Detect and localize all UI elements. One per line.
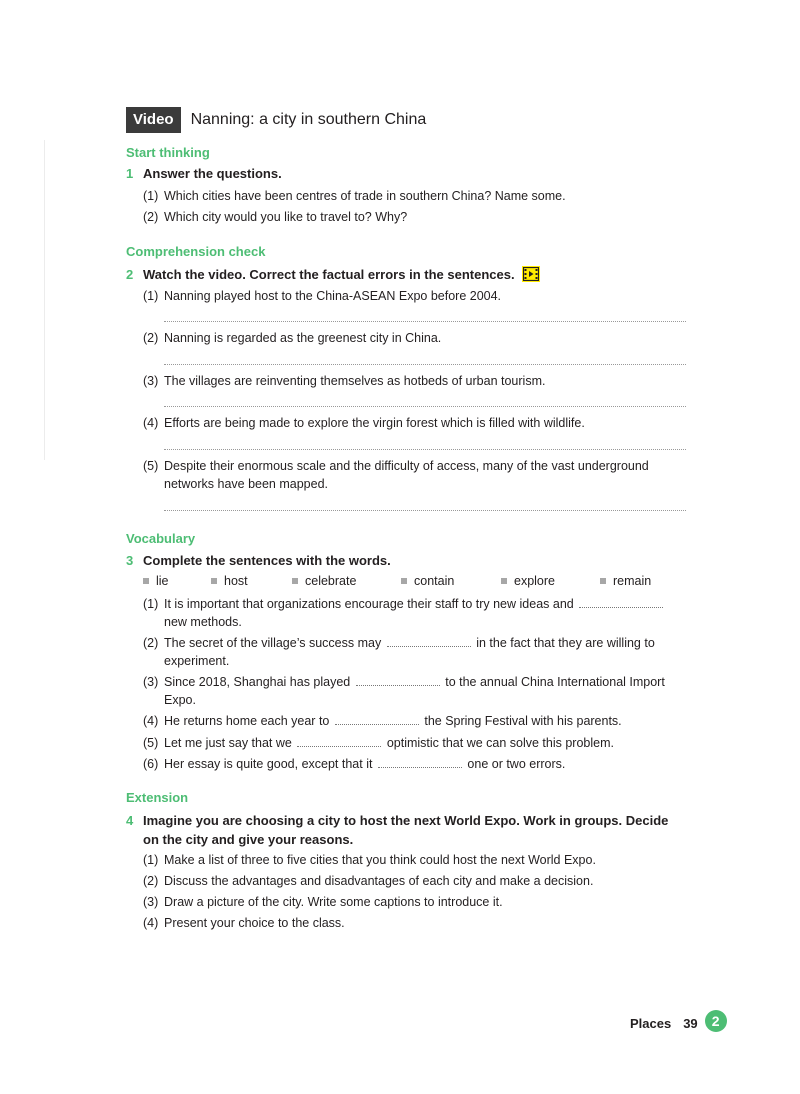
item-text: Despite their enormous scale and the difficulty of access, many of the vast underground networks have been mapped. [164,459,649,491]
fill-blank-item: (3) Since 2018, Shanghai has played to the annual China International Import Expo. [143,675,665,707]
list-item [143,287,683,305]
section-heading-vocabulary: Vocabulary [126,531,196,546]
blank-field[interactable] [297,734,381,747]
bullet-square-icon [600,578,606,584]
question-2 [126,266,540,282]
item-number: (1) [143,289,159,303]
footer-section-title: Places [630,1015,672,1031]
word-bank-item: explore [501,574,555,588]
question-3 [126,553,391,568]
page-header [126,107,426,133]
fill-blank-item: (4) He returns home each year to the Spring Festival with his parents. [143,714,622,728]
blank-field[interactable] [387,634,471,647]
list-item [143,329,683,347]
page-footer [630,1014,727,1032]
question-prompt: Imagine you are choosing a city to host the next World Expo. Work in groups. Decide on the city and give your reasons. [143,813,669,847]
item-text: Efforts are being made to explore the virgin forest which is filled with wildlife. [164,416,585,430]
fill-blank-item: (5) Let me just say that we optimistic that we can solve this problem. [143,736,614,750]
margin-rule [44,140,45,460]
bullet-square-icon [211,578,217,584]
word-bank-item: host [211,574,248,588]
section-heading-comprehension: Comprehension check [126,244,266,259]
fill-blank-item: (6) Her essay is quite good, except that it one or two errors. [143,757,566,771]
bullet-square-icon [292,578,298,584]
blank-field[interactable] [378,755,462,768]
list-item [143,208,683,226]
page-number: 39 [683,1015,698,1031]
list-item: (4) Present your choice to the class. [143,916,345,930]
answer-line[interactable] [164,321,686,322]
word-bank-item: contain [401,574,454,588]
list-item [143,457,683,493]
question-number: 2 [126,267,134,282]
list-item: (2) Discuss the advantages and disadvantages of each city and make a decision. [143,874,594,888]
answer-line[interactable] [164,449,686,450]
section-heading-extension: Extension [126,790,189,805]
item-number: (5) [143,459,159,473]
item-text: Nanning played host to the China-ASEAN Expo before 2004. [164,289,502,303]
word-bank-item: celebrate [292,574,356,588]
question-prompt: Complete the sentences with the words. [143,553,391,568]
word-bank-item: remain [600,574,651,588]
item-text: Which cities have been centres of trade in southern China? Name some. [164,189,566,203]
list-item [143,372,683,390]
blank-field[interactable] [335,712,419,725]
section-heading-start-thinking: Start thinking [126,145,210,160]
video-tag: Video [126,107,181,133]
blank-field[interactable] [579,595,663,608]
answer-line[interactable] [164,406,686,407]
page-title: Nanning: a city in southern China [190,111,427,128]
bullet-square-icon [401,578,407,584]
fill-blank-item: (1) It is important that organizations encourage their staff to try new ideas and new methods. [143,595,683,631]
item-text: Nanning is regarded as the greenest city in China. [164,331,442,345]
question-prompt: Watch the video. Correct the factual errors in the sentences. [143,267,515,282]
list-item: (1) Make a list of three to five cities that you think could host the next World Expo. [143,853,596,867]
video-film-icon[interactable] [522,266,540,282]
answer-line[interactable] [164,510,686,511]
item-number: (3) [143,374,159,388]
question-number: 3 [126,553,134,568]
bullet-square-icon [143,578,149,584]
item-number: (2) [143,331,159,345]
list-item [143,414,683,432]
item-number: (2) [143,210,159,224]
question-1 [126,166,282,181]
item-text: The villages are reinventing themselves as hotbeds of urban tourism. [164,374,546,388]
bullet-square-icon [501,578,507,584]
item-number: (4) [143,416,159,430]
answer-line[interactable] [164,364,686,365]
fill-blank-item: (2) The secret of the village’s success may in the fact that they are willing to experiment. [143,636,655,668]
list-item: (3) Draw a picture of the city. Write some captions to introduce it. [143,895,503,909]
word-bank-item: lie [143,574,169,588]
item-number: (1) [143,189,159,203]
blank-field[interactable] [356,673,440,686]
item-text: Which city would you like to travel to? Why? [164,210,408,224]
question-number: 1 [126,166,134,181]
unit-badge: 2 [705,1010,727,1032]
question-prompt: Answer the questions. [143,166,282,181]
question-4 [126,811,686,849]
question-number: 4 [126,813,134,828]
list-item [143,187,683,205]
